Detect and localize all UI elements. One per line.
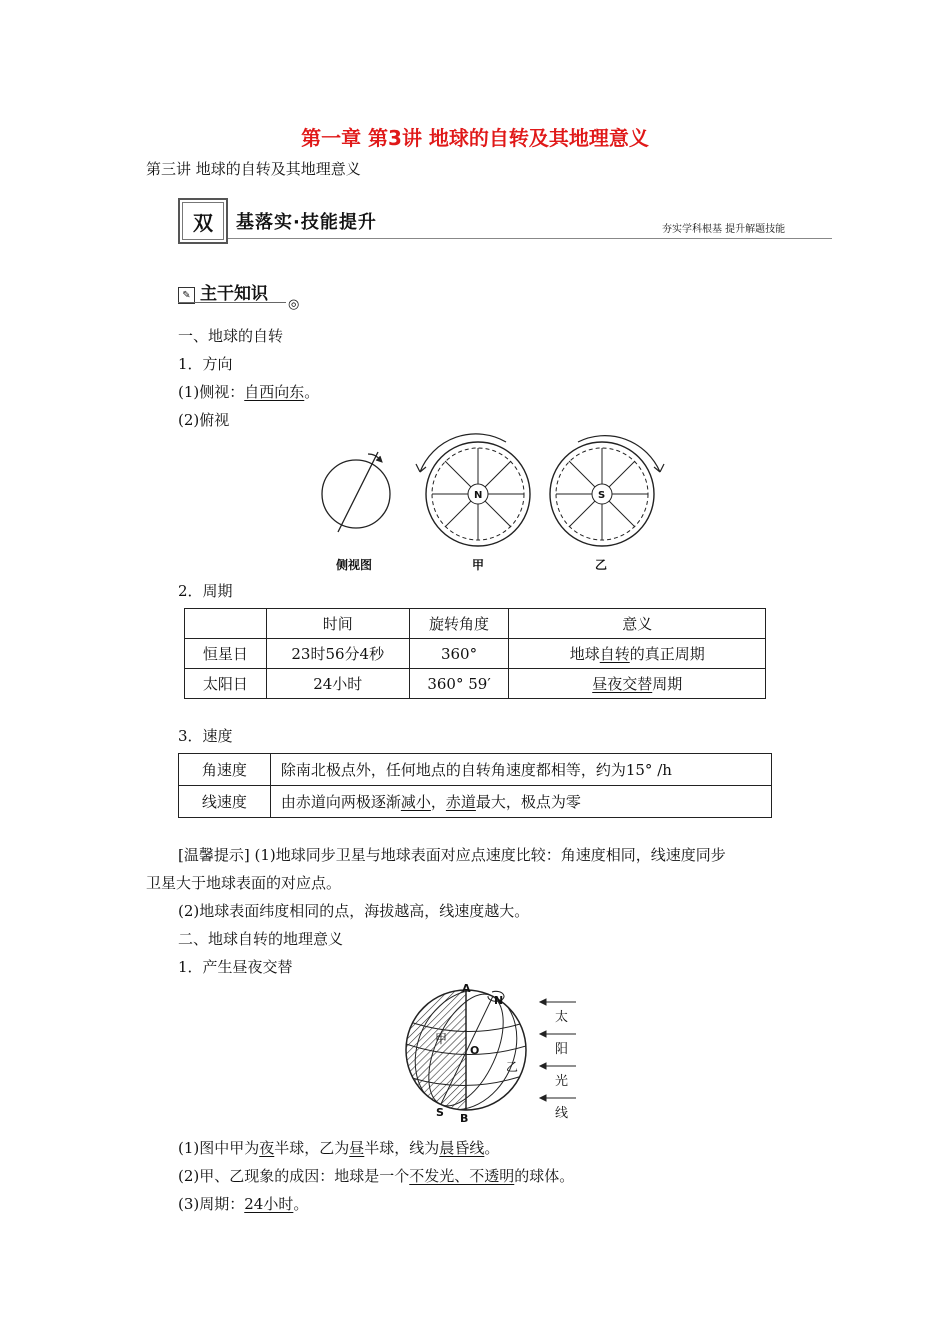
table-row xyxy=(185,669,766,699)
section-mark: ◎ xyxy=(288,297,300,312)
day-night-heading: 1．产生昼夜交替 xyxy=(178,958,293,976)
speed-table xyxy=(178,753,772,818)
table-header xyxy=(185,609,267,639)
table-cell: 23时56分4秒 xyxy=(266,639,409,669)
table-header: 旋转角度 xyxy=(409,609,509,639)
sun-label-3: 光 xyxy=(555,1074,569,1089)
side-view-globe xyxy=(322,452,390,532)
table-row xyxy=(185,639,766,669)
banner-divider xyxy=(228,238,832,239)
direction-side xyxy=(178,381,319,402)
speed-heading: 3．速度 xyxy=(178,727,233,745)
sun-label-4: 线 xyxy=(555,1106,569,1121)
period-heading: 2．周期 xyxy=(178,582,233,600)
north-view-globe xyxy=(416,434,530,546)
sun-label-1: 太 xyxy=(555,1010,569,1025)
pen-icon: ✎ xyxy=(178,287,195,304)
label-jia: 甲 xyxy=(435,1032,448,1046)
label-b: B xyxy=(460,1112,469,1125)
subtitle: 第三讲 地球的自转及其地理意义 xyxy=(146,160,361,178)
table-cell: 除南北极点外，任何地点的自转角速度都相等，约为15° /h xyxy=(270,754,771,786)
jia-caption: 甲 xyxy=(472,558,485,572)
tip-line-2: 卫星大于地球表面的对应点。 xyxy=(146,874,342,892)
section-heading-text: 主干知识 xyxy=(200,284,268,304)
label-a: A xyxy=(462,982,471,995)
banner-box-char: 双 xyxy=(182,202,224,240)
part1-heading: 一、地球的自转 xyxy=(178,327,284,345)
banner-title: 基落实·技能提升 xyxy=(236,212,377,233)
table-row xyxy=(179,786,772,818)
tip-line-3: (2)地球表面纬度相同的点，海拔越高，线速度越大。 xyxy=(178,902,530,920)
table-cell: 地球自转的真正周期 xyxy=(509,639,766,669)
table-header: 意义 xyxy=(509,609,766,639)
table-cell: 由赤道向两极逐渐减小，赤道最大，极点为零 xyxy=(270,786,771,818)
label-n: N xyxy=(494,994,504,1007)
table-cell: 角速度 xyxy=(179,754,271,786)
banner-box xyxy=(178,198,228,244)
label-yi: 乙 xyxy=(506,1060,519,1074)
tip-line-1: [温馨提示] (1)地球同步卫星与地球表面对应点速度比较：角速度相同，线速度同步 xyxy=(178,846,726,864)
table-row xyxy=(179,754,772,786)
banner-tagline: 夯实学科根基 提升解题技能 xyxy=(662,224,786,235)
side-answer: 自西向东 xyxy=(244,383,305,401)
section-heading xyxy=(178,279,268,304)
side-prefix: (1)侧视： xyxy=(178,383,245,401)
part2-heading: 二、地球自转的地理意义 xyxy=(178,930,344,948)
table-row xyxy=(185,609,766,639)
table-cell: 360° 59′ xyxy=(409,669,509,699)
rotation-figure xyxy=(310,432,670,572)
table-cell: 太阳日 xyxy=(185,669,267,699)
sun-label-2: 阳 xyxy=(555,1042,569,1057)
side-suffix: 。 xyxy=(304,383,320,401)
table-cell: 线速度 xyxy=(179,786,271,818)
period-table xyxy=(184,608,766,699)
label-s: S xyxy=(436,1106,444,1119)
south-view-globe xyxy=(550,436,664,546)
label-o: O xyxy=(470,1044,480,1057)
question-2: (2)甲、乙现象的成因：地球是一个不发光、不透明的球体。 xyxy=(178,1167,575,1185)
side-view-caption: 侧视图 xyxy=(336,558,373,572)
yi-caption: 乙 xyxy=(595,558,608,572)
section-underline xyxy=(178,302,286,303)
table-header: 时间 xyxy=(266,609,409,639)
direction-top: (2)俯视 xyxy=(178,411,230,429)
table-cell: 昼夜交替周期 xyxy=(509,669,766,699)
page-title: 第一章 第3讲 地球的自转及其地理意义 xyxy=(301,126,649,150)
table-cell: 24小时 xyxy=(266,669,409,699)
direction-heading: 1．方向 xyxy=(178,355,233,373)
question-1: (1)图中甲为夜半球，乙为昼半球，线为晨昏线。 xyxy=(178,1139,500,1157)
question-3: (3)周期：24小时。 xyxy=(178,1195,309,1213)
table-cell: 恒星日 xyxy=(185,639,267,669)
table-cell: 360° xyxy=(409,639,509,669)
